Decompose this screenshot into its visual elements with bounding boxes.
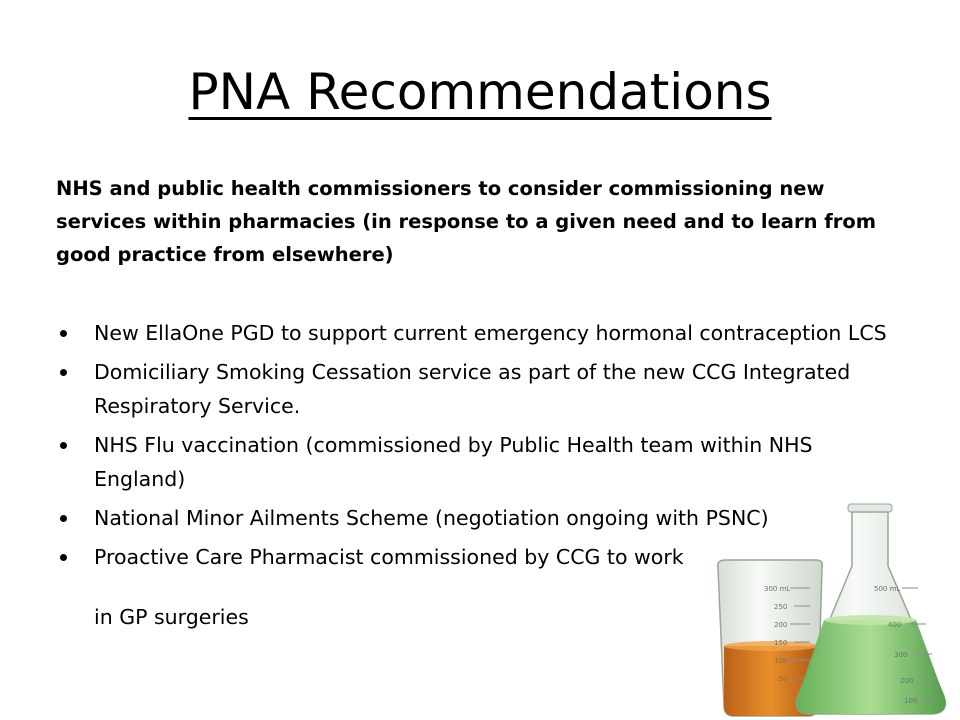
slide-title: PNA Recommendations	[188, 63, 772, 121]
bullet-icon	[60, 442, 67, 449]
svg-text:250: 250	[774, 603, 788, 611]
svg-text:100: 100	[774, 657, 788, 665]
list-item	[56, 428, 896, 496]
svg-text:50: 50	[778, 675, 787, 683]
list-item-text: Domiciliary Smoking Cessation service as part of the new CCG Integrated Respiratory Service.	[94, 360, 851, 418]
intro-paragraph: NHS and public health commissioners to consider commissioning new services within pharmacies (in response to a given need and to learn from good practice from elsewhere)	[56, 177, 877, 266]
lab-glassware-image	[712, 496, 960, 720]
list-item	[56, 355, 896, 423]
list-item-continuation: in GP surgeries	[94, 605, 249, 629]
bullet-icon	[60, 369, 67, 376]
svg-text:200: 200	[774, 621, 788, 629]
bullet-icon	[60, 515, 67, 522]
svg-text:400: 400	[888, 621, 902, 629]
svg-text:300: 300	[894, 651, 908, 659]
bullet-icon	[60, 554, 67, 561]
svg-text:150: 150	[774, 639, 788, 647]
svg-text:300 mL: 300 mL	[764, 585, 791, 593]
svg-text:200: 200	[900, 677, 914, 685]
list-item	[56, 540, 694, 574]
list-item-text: New EllaOne PGD to support current emergency hormonal contraception LCS	[94, 321, 887, 345]
bullet-icon	[60, 330, 67, 337]
list-item-text: Proactive Care Pharmacist commissioned by CCG to work	[94, 545, 684, 569]
list-item-text: NHS Flu vaccination (commissioned by Public Health team within NHS England)	[94, 433, 813, 491]
list-item	[56, 316, 896, 350]
svg-text:500 mL: 500 mL	[874, 585, 901, 593]
list-item-text: National Minor Ailments Scheme (negotiation ongoing with PSNC)	[94, 506, 769, 530]
svg-text:100: 100	[904, 697, 918, 705]
